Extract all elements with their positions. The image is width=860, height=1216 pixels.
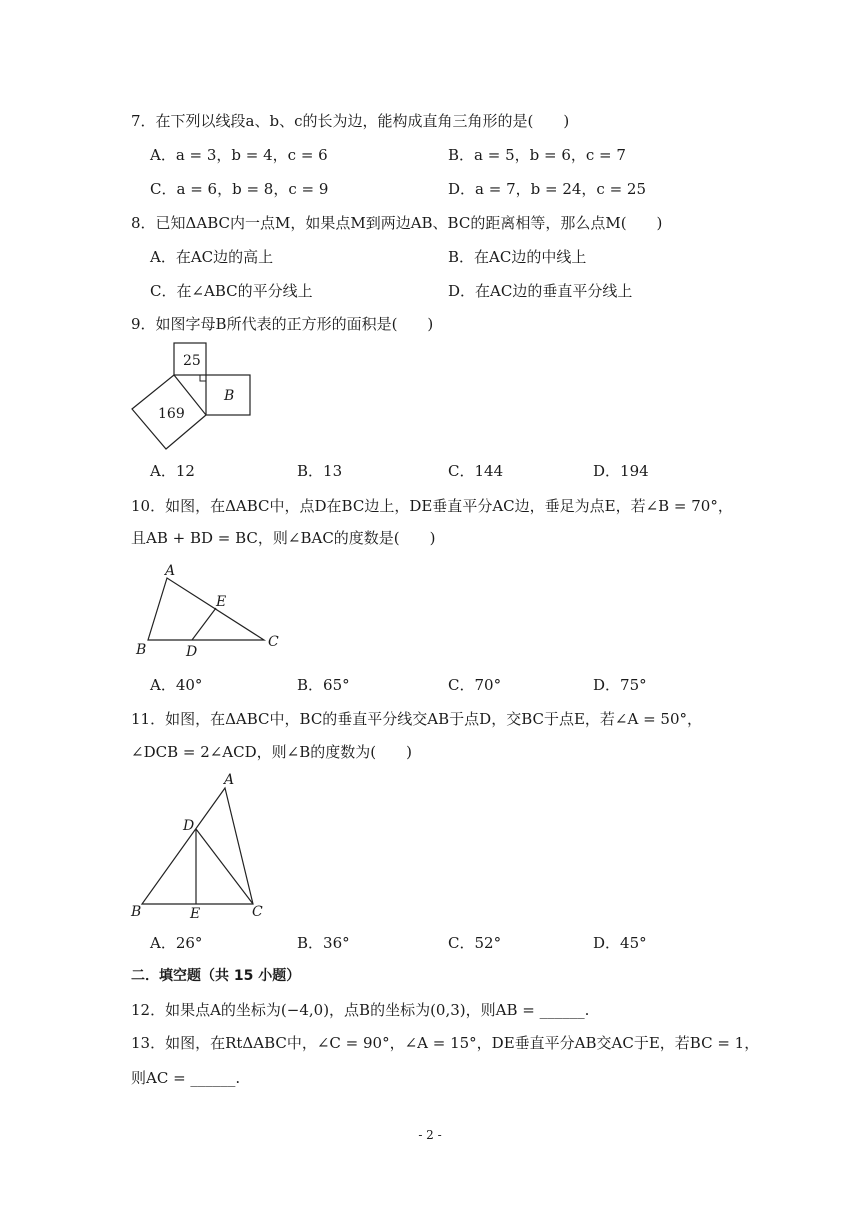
q10-figure-triangle [130,562,290,662]
q7-option-d: D．a = 7，b = 24，c = 25 [448,180,647,198]
label-a: A [165,563,176,579]
q10-option-d: D．75° [593,676,647,694]
label-b: B [136,642,147,658]
q8-option-a: A．在AC边的高上 [150,248,274,266]
label-d: D [183,818,195,834]
q11-option-b: B．36° [297,934,350,952]
q8-stem: 8．已知ΔABC内一点M，如果点M到两边AB、BC的距离相等，那么点M( ) [131,214,663,232]
label-e: E [216,594,227,610]
q11-option-c: C．52° [448,934,502,952]
q8-option-c: C．在∠ABC的平分线上 [150,282,313,300]
triangle-abc [142,788,253,904]
segment-de [192,608,216,640]
q11-option-d: D．45° [593,934,647,952]
q9-stem: 9．如图字母B所代表的正方形的面积是( ) [131,315,434,333]
label-a: A [224,772,235,788]
q9-option-a: A．12 [150,462,195,480]
label-169: 169 [158,406,185,422]
q7-option-b: B．a = 5，b = 6，c = 7 [448,146,626,164]
q10-stem-line2: 且AB + BD = BC，则∠BAC的度数是( ) [131,529,436,547]
q8-option-d: D．在AC边的垂直平分线上 [448,282,633,300]
q13-stem-line1: 13．如图，在RtΔABC中，∠C = 90°，∠A = 15°，DE垂直平分AB交AC于E，若BC = 1， [131,1034,760,1052]
label-b: B [224,388,235,404]
label-c: C [268,634,279,650]
q13-stem-line2: 则AC = ______. [131,1069,241,1087]
section-fill-in-title: 二．填空题（共 15 小题） [131,968,301,984]
q11-stem-line1: 11．如图，在ΔABC中，BC的垂直平分线交AB于点D，交BC于点E，若∠A = 50°， [131,710,703,728]
label-d: D [186,644,198,660]
q11-figure-triangle [128,772,273,922]
q9-option-b: B．13 [297,462,343,480]
label-e: E [190,906,201,922]
q7-option-c: C．a = 6，b = 8，c = 9 [150,180,329,198]
q10-option-c: C．70° [448,676,502,694]
triangle-abc [148,578,264,640]
q7-option-a: A．a = 3，b = 4，c = 6 [150,146,328,164]
q11-stem-line2: ∠DCB = 2∠ACD，则∠B的度数为( ) [131,743,412,761]
q12-stem: 12．如果点A的坐标为(−4,0)，点B的坐标为(0,3)，则AB = ______. [131,1001,590,1019]
label-b: B [131,904,142,920]
q11-option-a: A．26° [150,934,203,952]
q9-figure-squares [128,338,258,456]
q8-option-b: B．在AC边的中线上 [448,248,587,266]
label-c: C [252,904,263,920]
q10-stem-line1: 10．如图，在ΔABC中，点D在BC边上，DE垂直平分AC边，垂足为点E，若∠B = 70°， [131,497,733,515]
label-25: 25 [183,353,201,369]
page-number: - 2 - [418,1128,442,1142]
q10-option-a: A．40° [150,676,203,694]
right-angle-marker [200,375,206,381]
q9-option-c: C．144 [448,462,504,480]
q10-option-b: B．65° [297,676,350,694]
q9-option-d: D．194 [593,462,649,480]
q7-stem: 7．在下列以线段a、b、c的长为边，能构成直角三角形的是( ) [131,112,570,130]
